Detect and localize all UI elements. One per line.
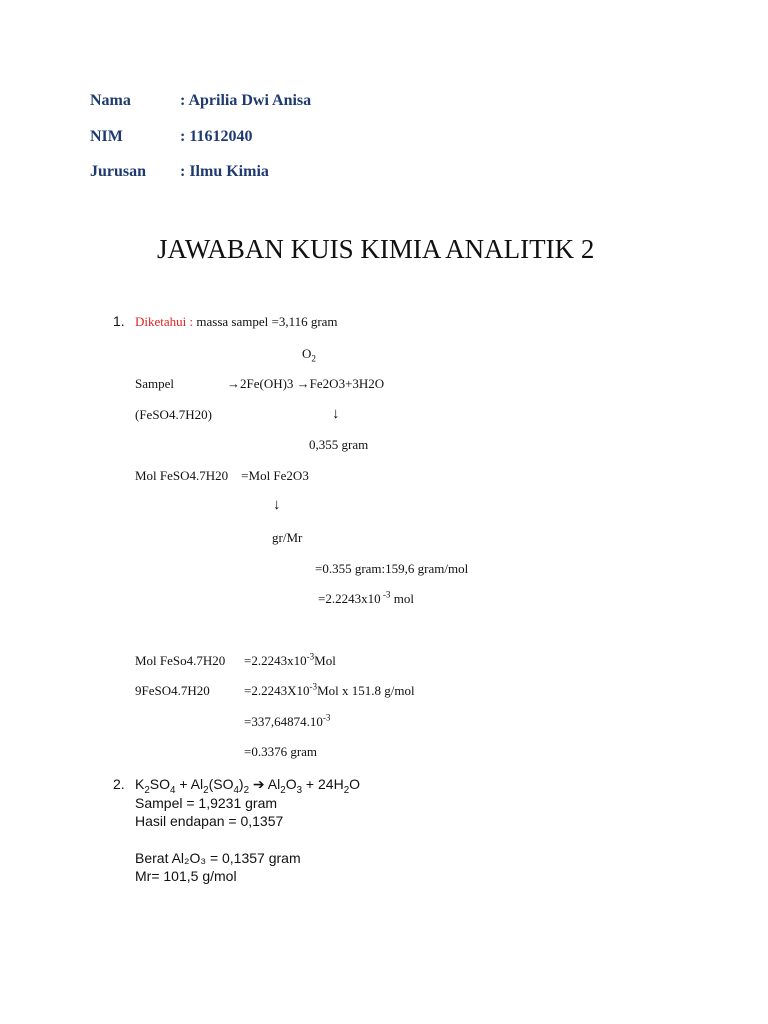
calc-2-exp: -3 bbox=[380, 589, 391, 600]
line4-exp: -3 bbox=[309, 681, 318, 692]
q2-mr: Mr= 101,5 g/mol bbox=[135, 868, 237, 884]
eq-al2: Al bbox=[267, 776, 281, 792]
eq-end: O bbox=[349, 776, 361, 792]
down-arrow-icon-2: ↓ bbox=[273, 497, 281, 513]
line4-base: =2.2243X10 bbox=[244, 683, 310, 698]
line4-value bbox=[244, 683, 415, 699]
line3-unit: Mol bbox=[314, 653, 336, 668]
eq-so-sub: 4 bbox=[170, 784, 176, 796]
line5-base: =337,64874.10 bbox=[244, 714, 323, 729]
line3-label: Mol FeSo4.7H20 bbox=[135, 653, 226, 668]
eq-h-sub: 2 bbox=[343, 784, 350, 796]
calc-2-base: =2.2243x10 bbox=[318, 591, 381, 606]
mol-equation: Mol FeSO4.7H20 =Mol Fe2O3 bbox=[135, 468, 309, 483]
eq-h: + 24H bbox=[302, 776, 344, 792]
eq-so4: (SO bbox=[208, 776, 234, 792]
calc-2-unit: mol bbox=[390, 591, 414, 606]
sampel-label: Sampel bbox=[135, 376, 174, 391]
q2-berat: Berat Al₂O₃ = 0,1357 gram bbox=[135, 850, 301, 866]
eq-o: O bbox=[285, 776, 297, 792]
eq-close-sub: 2 bbox=[243, 784, 250, 796]
q1-number: 1. bbox=[113, 313, 125, 329]
calc-1: =0.355 gram:159,6 gram/mol bbox=[315, 561, 469, 576]
down-arrow-icon: ↓ bbox=[332, 406, 340, 422]
eq-k-sub: 2 bbox=[144, 784, 150, 796]
calc-2 bbox=[318, 591, 414, 607]
q2-equation bbox=[135, 776, 361, 796]
mass-fe2o3: 0,355 gram bbox=[309, 437, 369, 452]
nim-label: NIM bbox=[90, 128, 123, 145]
right-arrow-icon: ➔ bbox=[249, 776, 268, 792]
eq-al-sub: 2 bbox=[203, 784, 209, 796]
gr-mr: gr/Mr bbox=[272, 530, 303, 545]
o2-letter: O bbox=[302, 346, 312, 361]
jurusan-value: : Ilmu Kimia bbox=[180, 163, 269, 180]
feso4-label: (FeSO4.7H20) bbox=[135, 407, 212, 422]
eq-al2-sub: 2 bbox=[280, 784, 286, 796]
q2-hasil: Hasil endapan = 0,1357 bbox=[135, 813, 284, 829]
line4-label: 9FeSO4.7H20 bbox=[135, 683, 210, 698]
line5-exp: -3 bbox=[322, 712, 331, 723]
o2-label bbox=[302, 346, 316, 362]
nama-label: Nama bbox=[90, 92, 131, 109]
nama-value: : Aprilia Dwi Anisa bbox=[180, 92, 312, 109]
o2-sub: 2 bbox=[311, 353, 316, 364]
jurusan-label: Jurusan bbox=[90, 163, 147, 180]
q2-sampel: Sampel = 1,9231 gram bbox=[135, 795, 278, 811]
line3-base: =2.2243x10 bbox=[244, 653, 307, 668]
nim-value: : 11612040 bbox=[180, 128, 253, 145]
line6-value: =0.3376 gram bbox=[244, 744, 318, 759]
eq-k: K bbox=[135, 776, 145, 792]
eq-close: ) bbox=[238, 776, 244, 792]
line3-exp: -3 bbox=[306, 651, 315, 662]
massa-sampel-text: massa sampel =3,116 gram bbox=[193, 314, 338, 329]
q1-diketahui-line bbox=[135, 314, 338, 330]
eq-so: SO bbox=[149, 776, 171, 792]
page-title: JAWABAN KUIS KIMIA ANALITIK 2 bbox=[157, 234, 595, 264]
reaction-text: →2Fe(OH)3 →Fe2O3+3H2O bbox=[227, 376, 385, 391]
q2-number: 2. bbox=[113, 776, 125, 792]
line4-unit: Mol x 151.8 g/mol bbox=[317, 683, 415, 698]
eq-so4-sub: 4 bbox=[233, 784, 239, 796]
diketahui-label: Diketahui : bbox=[135, 314, 194, 329]
eq-o-sub: 3 bbox=[296, 784, 303, 796]
line5-value bbox=[244, 714, 330, 730]
line3-value bbox=[244, 653, 336, 669]
eq-al: + Al bbox=[175, 776, 204, 792]
